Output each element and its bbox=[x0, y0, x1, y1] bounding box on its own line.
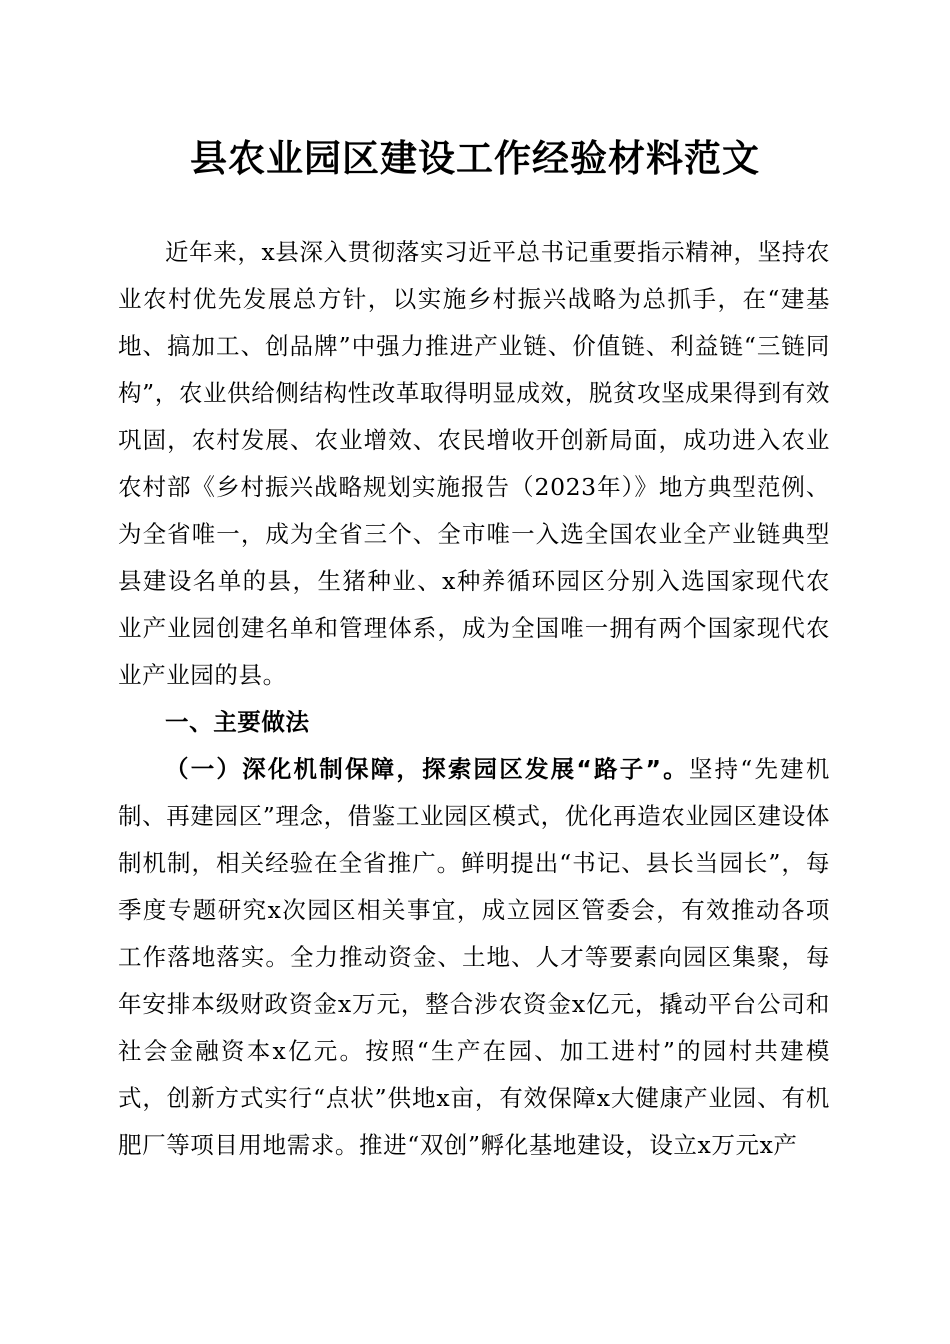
intro-paragraph: 近年来，x县深入贯彻落实习近平总书记重要指示精神，坚持农业农村优先发展总方针，以实施乡村振兴战略为总抓手，在“建基地、搞加工、创品牌”中强力推进产业链、价值链、利益链“三链同构”，农业供给侧结构性改革取得明显成效，脱贫攻坚成果得到有效巩固，农村发展、农业增效、农民增收开创新局面，成功进入农业农村部《乡村振兴战略规划实施报告（2023年）》地方典型范例、为全省唯一，成为全省三个、全市唯一入选全国农业全产业链典型县建设名单的县，生猪种业、x种养循环园区分别入选国家现代农业产业园创建名单和管理体系，成为全国唯一拥有两个国家现代农业产业园的县。 bbox=[118, 238, 830, 689]
subsection-1-lead: （一）深化机制保障，探索园区发展“路子”。 bbox=[165, 755, 689, 783]
subsection-paragraph-1 bbox=[118, 746, 830, 1169]
document-body bbox=[118, 229, 830, 1169]
section-heading-main-practices: 一、主要做法 bbox=[165, 708, 310, 736]
document-title: 县农业园区建设工作经验材料范文 bbox=[190, 136, 760, 180]
subsection-1-text: 坚持“先建机制、再建园区”理念，借鉴工业园区模式，优化再造农业园区建设体制机制，相关经验在全省推广。鲜明提出“书记、县长当园长”，每季度专题研究x次园区相关事宜，成立园区管委会，有效推动各项工作落地落实。全力推动资金、土地、人才等要素向园区集聚，每年安排本级财政资金x万元，整合涉农资金x亿元，撬动平台公司和社会金融资本x亿元。按照“生产在园、加工进村”的园村共建模式，创新方式实行“点状”供地x亩，有效保障x大健康产业园、有机肥厂等项目用地需求。推进“双创”孵化基地建设，设立x万元x产 bbox=[118, 755, 830, 1159]
